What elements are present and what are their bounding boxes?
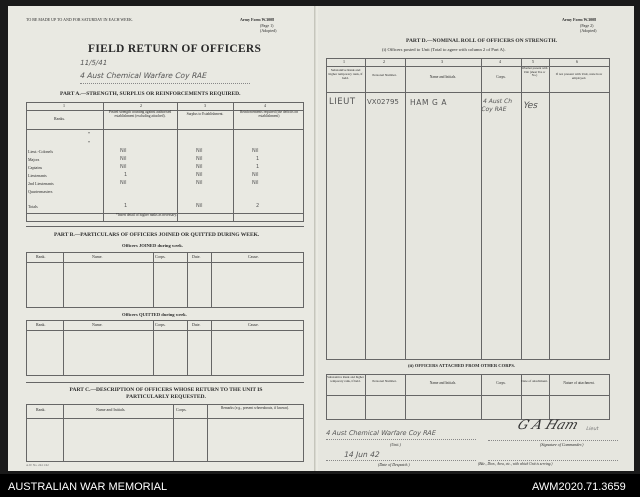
form-number-p2: Army Form W.3008 [562,17,597,22]
area-label: (Bde., Divn., Area, etc., with which Unit is serving.) [478,462,553,466]
col-header-ranks: Ranks. [54,116,65,121]
attached-col-rank: Substantive Rank and higher temporary rank, if held. [327,375,364,383]
joined-col-name: Name. [92,254,103,259]
roll-col-name: Name and Initials. [429,75,457,79]
quitted-col-corps: Corps. [155,322,166,327]
archive-footer [0,474,640,497]
handwritten-unit-footer: 4 Aust Chemical Warfare Coy RAE [325,429,437,437]
form-page-p2: (Page 2) [580,23,594,28]
cell-lieuts-surplus: Nil [196,172,203,178]
unit-line [80,83,250,84]
joined-col-rank: Rank. [36,254,46,259]
cell-2ndlt-reinf: Nil [252,180,259,186]
attached-col-date: Date of attachment. [521,379,548,383]
cell-lieuts-reinf: Nil [252,172,259,178]
cell-ltcol-posted: Nil [120,148,127,154]
attached-col-corps: Corps. [496,381,506,385]
printer-mark: A.W. No. 244 1/42 [26,463,49,467]
rank-2nd-lieutenants: 2nd Lieutenants [28,181,54,186]
rank-majors: Majors [28,157,40,162]
part-c-col-corps: Corps. [176,407,187,412]
cell-ltcol-surplus: Nil [196,148,203,154]
cell-captains-surplus: Nil [196,164,203,170]
archive-item-id: AWM2020.71.3659 [532,481,626,493]
form-adopted: (Adopted) [260,28,277,33]
entry-corps: 4 Aust Ch Coy RAE [480,98,513,113]
part-c-col-rank: Rank. [36,407,46,412]
joined-col-corps: Corps. [155,254,166,259]
handwritten-date: 11/5/41 [79,59,108,67]
rank-captains: Captains [28,165,42,170]
entry-present: Yes [521,101,540,111]
unit-label: (Unit.) [390,442,401,447]
part-c-heading: PART C.—DESCRIPTION OF OFFICERS WHOSE RETURN TO THE UNIT IS PARTICULARLY REQUESTED. [69,387,263,400]
attached-col-nature: Nature of attachment. [563,381,595,385]
attached-col-name: Name and Initials. [429,381,457,385]
cell-ltcol-reinf: Nil [252,148,259,154]
cell-2ndlt-surplus: Nil [196,180,203,186]
roll-col-corps: Corps. [496,75,506,79]
rank-row-2: * [88,140,90,145]
roll-col-num-1: 1 [343,59,345,64]
quitted-col-rank: Rank. [36,322,46,327]
quitted-col-date: Date. [192,322,201,327]
roll-col-present: Whether present with Unit (sheet Yes or No.) [521,66,548,78]
signature-label: (Signature of Commander.) [540,442,584,447]
part-a-table [26,102,304,222]
rank-lt-col: Lieut.-Colonels [28,149,53,154]
despatch-date-label: (Date of Despatch.) [378,462,410,467]
form-number: Army Form W.3008 [240,17,275,22]
entry-number: VX02795 [367,98,399,106]
roll-col-employed: If not present with Unit, state how employed. [555,72,603,80]
cell-lieuts-posted: 1 [124,172,128,178]
quitted-col-cause: Cause. [248,322,259,327]
quitted-table [26,320,304,376]
col-number-2: 2 [140,103,142,108]
handwritten-signature: G A Ham [515,418,581,433]
cell-2ndlt-posted: Nil [120,180,127,186]
joined-col-cause: Cause. [248,254,259,259]
joined-heading: Officers JOINED during week. [122,243,183,248]
cell-totals-surplus: Nil [196,203,203,209]
col-number-4: 4 [264,103,266,108]
part-c-col-name: Name and Initials. [96,407,126,412]
part-d-sub-ii: (ii) OFFICERS ATTACHED FROM OTHER CORPS. [408,363,516,368]
part-c-col-remarks: Remarks (e.g., present whereabouts, if known). [220,406,290,410]
right-page [318,6,634,471]
archive-name: AUSTRALIAN WAR MEMORIAL [8,481,168,493]
handwritten-signature-rank: Lieut [585,426,600,432]
cell-captains-reinf: 1 [256,164,260,170]
rank-row-1: * [88,131,90,136]
cell-captains-posted: Nil [120,164,127,170]
roll-col-num-6: 6 [576,59,578,64]
cell-majors-posted: Nil [120,156,127,162]
part-b-heading: PART B.—PARTICULARS OF OFFICERS JOINED OR QUITTED DURING WEEK. [54,232,260,238]
part-d-sub-i: (i) Officers posted to Unit (Total to agree with column 2 of Part A). [382,47,506,52]
form-adopted-p2: (Adopted) [580,28,597,33]
form-page: (Page 1) [260,23,274,28]
roll-col-num-4: 4 [499,59,501,64]
entry-rank: LIEUT [329,97,356,107]
form-title: FIELD RETURN OF OFFICERS [88,43,262,55]
part-a-footnote: *Insert detail of higher ranks as necessary. [116,213,177,217]
entry-name: HAM G A [410,98,448,107]
col-header-reinforcements: Reinforcements required (the deficits on establishment) [239,110,299,119]
left-page [8,6,316,471]
handwritten-despatch-date: 14 Jun 42 [342,450,381,459]
attached-col-number: Personal Number. [372,379,397,383]
rank-quartermasters: Quartermasters [28,189,53,194]
col-header-posted: Posted strength counting against authorised establishment (excluding attached). [108,110,172,119]
col-header-surplus: Surplus to Establishment. [186,112,224,116]
handwritten-unit: 4 Aust Chemical Warfare Coy RAE [78,71,208,80]
quitted-heading: Officers QUITTED during week. [122,312,187,317]
cell-majors-reinf: 1 [256,156,260,162]
joined-table [26,252,304,308]
cell-majors-surplus: Nil [196,156,203,162]
part-d-heading: PART D.—NOMINAL ROLL OF OFFICERS ON STRENGTH. [406,38,557,44]
roll-col-num-3: 3 [441,59,443,64]
roll-col-number: Personal Number. [372,73,397,77]
cell-totals-posted: 1 [124,203,128,209]
col-number-3: 3 [204,103,206,108]
roll-col-rank: Substantive Rank and higher temporary rank, if held. [328,68,363,80]
quitted-col-name: Name. [92,322,103,327]
rank-totals: Totals [28,204,38,209]
roll-col-num-2: 2 [383,59,385,64]
col-number-1: 1 [63,103,65,108]
part-a-heading: PART A.—STRENGTH, SURPLUS OR REINFORCEMENTS REQUIRED. [60,91,241,97]
top-note: TO BE MADE UP TO AND FOR SATURDAY IN EACH WEEK. [26,17,133,22]
roll-col-num-5: 5 [532,59,534,64]
rank-lieutenants: Lieutenants [28,173,47,178]
cell-totals-reinf: 2 [256,203,260,209]
part-c-table [26,404,304,462]
joined-col-date: Date. [192,254,201,259]
